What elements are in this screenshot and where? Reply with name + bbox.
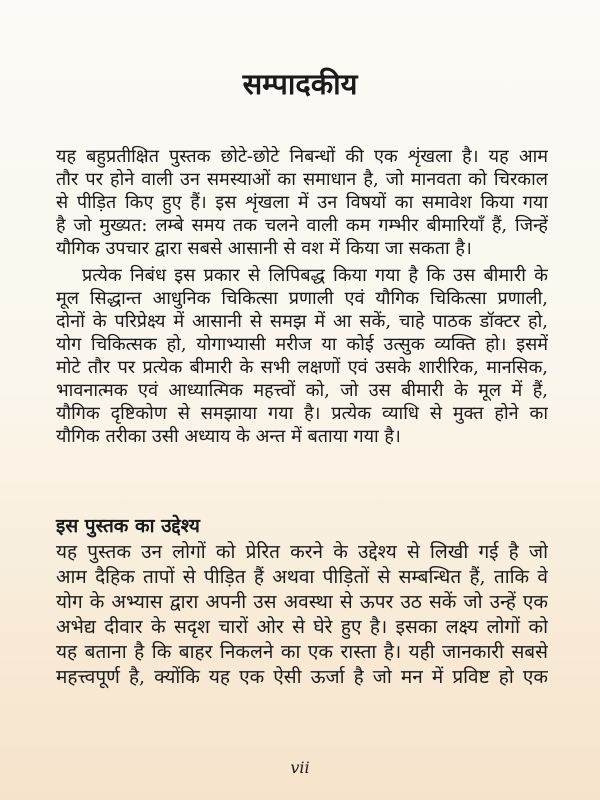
text-line: यौगिक दृष्टिकोण से समझाया गया है। प्रत्येक व्याधि से मुक्त होने का bbox=[56, 403, 548, 424]
text-line: दोनों के परिप्रेक्ष्य में आसानी से समझ में आ सकें, चाहे पाठक डॉक्टर हो, bbox=[56, 311, 548, 332]
text-line: यौगिक तरीका उसी अध्याय के अन्त में बताया गया है। bbox=[56, 426, 401, 447]
section-heading: इस पुस्तक का उद्देश्य bbox=[56, 515, 200, 537]
paragraph-1 bbox=[56, 145, 548, 260]
text-line: यह बहुप्रतीक्षित पुस्तक छोटे-छोटे निबन्धों की एक शृंखला है। यह आम bbox=[56, 146, 548, 167]
text-line: यह पुस्तक उन लोगों को प्रेरित करने के उद्देश्य से लिखी गई है जो bbox=[56, 541, 548, 563]
text-line: तौर पर होने वाली उन समस्याओं का समाधान है, जो मानवता को चिरकाल bbox=[56, 169, 548, 190]
paragraph-3 bbox=[56, 540, 548, 690]
text-line: मोटे तौर पर प्रत्येक बीमारी के सभी लक्षणों एवं उसके शारीरिक, मानसिक, bbox=[56, 357, 548, 378]
text-line: भावनात्मक एवं आध्यात्मिक महत्त्वों को, जो उस बीमारी के मूल में हैं, bbox=[56, 380, 548, 401]
page-number: vii bbox=[290, 758, 310, 777]
paragraph-2 bbox=[56, 264, 548, 448]
text-line: योग के अभ्यास द्वारा अपनी उस अवस्था से ऊपर उठ सकें जो उन्हें एक bbox=[56, 591, 548, 613]
text-line: मूल सिद्धान्त आधुनिक चिकित्सा प्रणाली एवं यौगिक चिकित्सा प्रणाली, bbox=[56, 288, 548, 309]
text-line: है जो मुख्यत: लम्बे समय तक चलने वाली कम गम्भीर बीमारियाँ हैं, जिन्हें bbox=[56, 215, 548, 236]
text-line: आम दैहिक तापों से पीड़ित हैं अथवा पीड़ितों से सम्बन्धित हैं, ताकि वे bbox=[56, 566, 548, 588]
page-title: सम्पादकीय bbox=[242, 67, 358, 101]
text-line: अभेद्य दीवार के सदृश चारों ओर से घेरे हुए है। इसका लक्ष्य लोगों को bbox=[56, 616, 548, 638]
text-line: योग चिकित्सक हो, योगाभ्यासी मरीज या कोई उत्सुक व्यक्ति हो। इसमें bbox=[56, 334, 548, 355]
text-line: यौगिक उपचार द्वारा सबसे आसानी से वश में किया जा सकता है। bbox=[56, 238, 472, 259]
text-line: से पीड़ित किए हुए हैं। इस शृंखला में उन विषयों का समावेश किया गया bbox=[56, 192, 548, 213]
text-line: यह बताना है कि बाहर निकलने का एक रास्ता है। यही जानकारी सबसे bbox=[56, 641, 548, 663]
text-line: प्रत्येक निबंध इस प्रकार से लिपिबद्ध किया गया है कि उस बीमारी के bbox=[82, 265, 548, 286]
text-line: महत्त्वपूर्ण है, क्योंकि यह एक ऐसी ऊर्जा है जो मन में प्रविष्ट हो एक bbox=[56, 666, 548, 688]
